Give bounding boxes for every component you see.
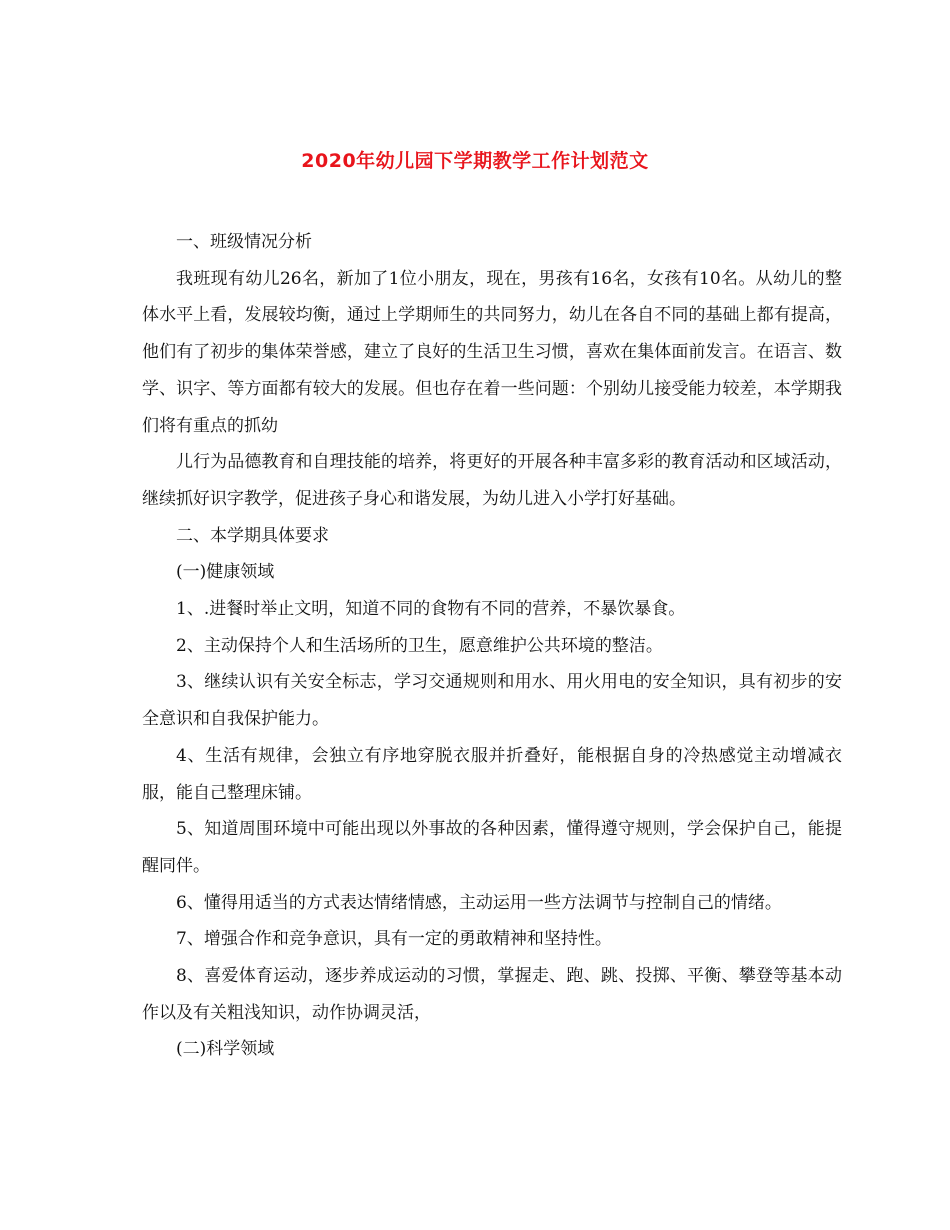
list-item: 7、增强合作和竞争意识，具有一定的勇敢精神和坚持性。 [176, 929, 612, 950]
subsection-heading-science: (二)科学领域 [176, 1039, 275, 1060]
section-heading-requirements: 二、本学期具体要求 [176, 525, 329, 546]
document-title: 2020年幼儿园下学期教学工作计划范文 [301, 150, 649, 172]
subsection-heading-health: (一)健康领域 [176, 562, 275, 583]
paragraph-class-goals: 儿行为品德教育和自理技能的培养，将更好的开展各种丰富多彩的教育活动和区域活动，继续抓好识字教学，促进孩子身心和谐发展，为幼儿进入小学打好基础。 [142, 452, 842, 509]
list-item: 5、知道周围环境中可能出现以外事故的各种因素，懂得遵守规则，学会保护自己，能提醒同伴。 [142, 819, 842, 876]
list-item: 2、主动保持个人和生活场所的卫生，愿意维护公共环境的整洁。 [176, 635, 663, 656]
paragraph-class-overview: 我班现有幼儿26名，新加了1位小朋友，现在，男孩有16名，女孩有10名。从幼儿的整体水平上看，发展较均衡，通过上学期师生的共同努力，幼儿在各自不同的基础上都有提高，他们有了初步的集体荣誉感，建立了良好的生活卫生习惯，喜欢在集体面前发言。在语言、数学、识字、等方面都有较大的发展。但也存在着一些问题：个别幼儿接受能力较差，本学期我们将有重点的抓幼 [142, 268, 842, 436]
list-item: 4、生活有规律，会独立有序地穿脱衣服并折叠好，能根据自身的冷热感觉主动增减衣服，能自己整理床铺。 [142, 745, 842, 803]
list-item: 3、继续认识有关安全标志，学习交通规则和用水、用火用电的安全知识，具有初步的安全意识和自我保护能力。 [142, 672, 842, 730]
document-body [142, 224, 842, 1068]
section-heading-class-analysis: 一、班级情况分析 [176, 232, 312, 252]
list-item: 8、喜爱体育运动，逐步养成运动的习惯，掌握走、跑、跳、投掷、平衡、攀登等基本动作以及有关粗浅知识，动作协调灵活， [142, 966, 842, 1023]
list-item: 6、懂得用适当的方式表达情绪情感，主动运用一些方法调节与控制自己的情绪。 [176, 892, 782, 913]
list-item: 1、.进餐时举止文明，知道不同的食物有不同的营养，不暴饮暴食。 [176, 599, 686, 620]
